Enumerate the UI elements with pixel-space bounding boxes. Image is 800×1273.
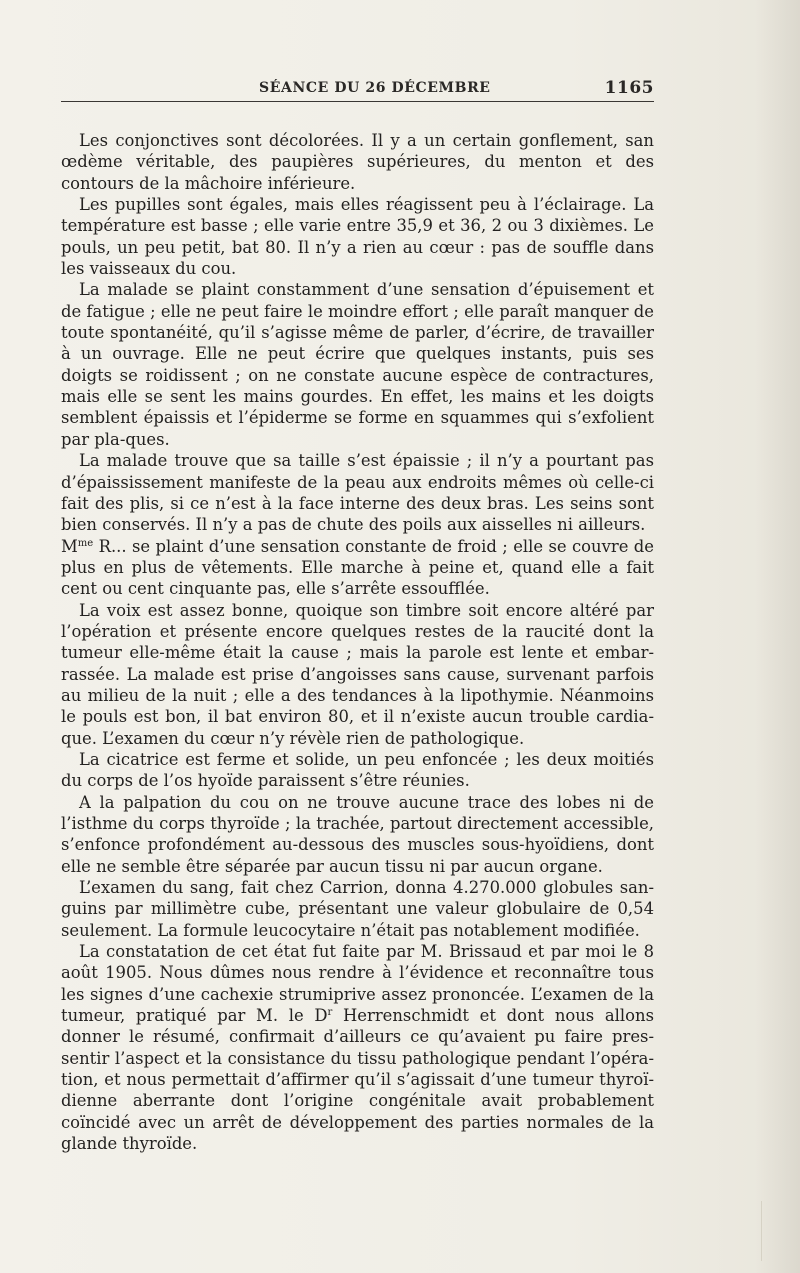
page-number: 1165	[604, 78, 654, 98]
paragraph-5-text: se plaint d’une sensation constante de froid ; elle se couvre de plus en plus de vêtements. Elle marche à peine et, quand elle a fait cent ou cent cinquante pas, elle s’arrête essoufflée.	[61, 536, 654, 599]
paragraph-4: La malade trouve que sa taille s’est épaissie ; il n’y a pourtant pas d’épaississement manifeste de la peau aux endroits mêmes où celle-ci fait des plis, si ce n’est à la face interne des deux bras. Les seins sont bien conservés. Il n’y a pas de chute des poils aux aisselles ni ailleurs.	[61, 451, 654, 535]
paragraph-10	[61, 941, 654, 1154]
paragraph-8: A la palpation du cou on ne trouve aucune trace des lobes ni de l’isthme du corps thyroïde ; la trachée, partout directement accessible, s’enfonce profondément au-dessous des muscles sous-hyoïdiens, dont elle ne semble être séparée par aucun tissu ni par aucun organe.	[61, 792, 654, 876]
header-rule	[61, 101, 654, 102]
mme-abbrev: $M^{me}$	[61, 536, 94, 556]
page-header	[61, 78, 654, 100]
page-corner-fold	[761, 1201, 792, 1261]
running-head: SÉANCE DU 26 DÉCEMBRE	[259, 80, 491, 96]
paragraph-9: L’examen du sang, fait chez Carrion, donna 4.270.000 globules san-guins par millimètre cube, présentant une valeur globulaire de 0,54 seulement. La formule leucocytaire n’était pas notablement modifiée.	[61, 878, 654, 940]
paragraph-6: La voix est assez bonne, quoique son timbre soit encore altéré par l’opération et présente encore quelques restes de la raucité dont la tumeur elle-même était la cause ; mais la parole est lente et embar-rassée. La malade est prise d’angoisses sans cause, survenant parfois au milieu de la nuit ; elle a des tendances à la lipothymie. Néanmoins le pouls est bon, il bat environ 80, et il n’existe aucun trouble cardia-que. L’examen du cœur n’y révèle rien de pathologique.	[61, 600, 654, 748]
dr-abbrev: $D^r$	[314, 1006, 333, 1026]
paragraph-3: La malade se plaint constamment d’une sensation d’épuisement et de fatigue ; elle ne peut faire le moindre effort ; elle paraît manquer de toute spontanéité, qu’il s’agisse même de parler, d’écrire, de travailler à un ouvrage. Elle ne peut écrire que quelques instants, puis ses doigts se roidissent ; on ne constate aucune espèce de contractures, mais elle se sent les mains gourdes. En effet, les mains et les doigts semblent épaissis et l’épiderme se forme en squammes qui s’exfolient par pla-ques.	[61, 280, 654, 449]
paragraph-10-text-b: Herrenschmidt et dont nous allons donner le résumé, confirmait d’ailleurs ce qu’avaient pu faire pres-sentir l’aspect et la consistance du tissu pathologique pendant l’opéra-tion, et nous permettait d’affirmer qu’il s’agissait d’une tumeur thyroï-dienne aberrante dont l’origine congénitale avait probablement coïncidé avec un arrêt de développement des parties normales de la glande thyroïde.	[61, 1006, 654, 1154]
paragraph-7: La cicatrice est ferme et solide, un peu enfoncée ; les deux moitiés du corps de l’os hyoïde paraissent s’être réunies.	[61, 749, 654, 791]
paragraph-2: Les pupilles sont égales, mais elles réagissent peu à l’éclairage. La température est basse ; elle varie entre 35,9 et 36, 2 ou 3 dixièmes. Le pouls, un peu petit, bat 80. Il n’y a rien au cœur : pas de souffle dans les vaisseaux du cou.	[61, 195, 654, 279]
paragraph-1: Les conjonctives sont décolorées. Il y a un certain gonflement, san œdème véritable, des paupières supérieures, du menton et des contours de la mâchoire inférieure.	[61, 131, 654, 193]
paragraph-10-text-a: La constatation de cet état fut faite par M. Brissaud et par moi le 8 août 1905. Nous dûmes nous rendre à l’évidence et reconnaître tous les signes d’une cachexie strumiprive assez prononcée. L’examen de la tumeur, pratiqué par M. le	[61, 942, 654, 1026]
body-text	[61, 130, 654, 1155]
page-edge-shadow	[755, 0, 800, 1273]
patient-initial: R...	[98, 536, 127, 556]
paragraph-5	[61, 536, 654, 600]
